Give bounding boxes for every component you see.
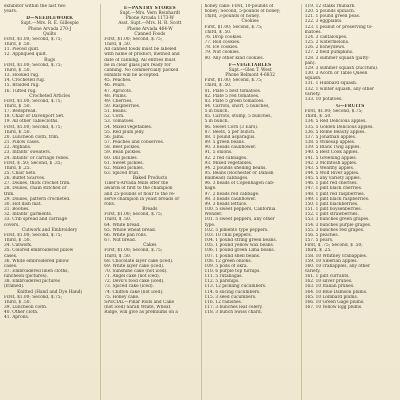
text-line: exhibits will be accepted.: [104, 73, 160, 79]
text-line: 108. 12 green onions.: [204, 258, 252, 264]
text-line: 154. 3 bunches purple grapes.: [304, 222, 372, 228]
text-line: 27. Doilies, thick crochet trim.: [4, 181, 71, 187]
text-line: First, $1.00; Second, $.75;: [104, 212, 163, 218]
text-line: variety.: [304, 91, 321, 97]
text-line: Third, $ .50.: [204, 29, 232, 35]
text-line: 146. 1 pint red cherries.: [304, 181, 358, 187]
text-line: Third, $ .50.: [4, 103, 31, 109]
section-heading: F—VEGETABLES: [228, 62, 272, 68]
text-line: First, $1.00; Second, $.75;: [4, 36, 62, 42]
text-line: 80. Any other kind cookies.: [204, 55, 264, 61]
text-line: 132. 1 winter squash, any other: [304, 86, 375, 92]
text-line: 11. Pieced quilt.: [4, 47, 40, 53]
text-line: bage.: [204, 186, 217, 192]
subheading: Baked Products: [132, 176, 168, 182]
text-line: 19. All other Tablecloths.: [4, 119, 59, 125]
text-line: 47. Apricots.: [104, 88, 133, 94]
text-line: 73. Spiced cake (iced).: [104, 284, 154, 290]
text-line: 138. 5 Winesap apples.: [304, 140, 356, 146]
text-line: 20. Luncheon cloth, trim.: [4, 134, 60, 140]
text-line: pan).: [304, 60, 316, 66]
text-line: 149. 1 pint black raspberries.: [304, 196, 370, 202]
text-line: 153. 3 bunches green grapes.: [304, 217, 370, 223]
text-line: 117. 3 bunches leaf celery.: [204, 305, 263, 311]
text-line: and 25-pounds of flour to the re-: [104, 191, 176, 197]
text-line: First, $1.00; Second, $.75;: [104, 248, 163, 254]
text-line: 71. Angel cake (not iced).: [104, 274, 161, 280]
column-needlework: [4, 4, 95, 400]
subheading: Phone Arvada 464-W: [127, 26, 173, 32]
text-line: 72. Devil's food cake (iced).: [104, 279, 165, 285]
text-line: 151. 1 pint boysenberries.: [304, 207, 362, 213]
text-line: Third, $ .50.: [104, 217, 132, 223]
text-line: cases.: [4, 253, 18, 259]
text-line: honey cake: First, 10-pounds of: [204, 4, 274, 9]
text-line: 48. Plums.: [104, 93, 128, 99]
text-line: 127. 2 field pumpkins.: [304, 50, 354, 56]
subheading: Quilts: [43, 31, 57, 37]
text-line: 76. Drop cookies.: [204, 34, 243, 40]
subheading: Knitted (Hand and Dye Hand): [17, 289, 83, 295]
text-line: 157. 5 pears.: [304, 238, 334, 244]
text-line: 40. Other cloth.: [4, 310, 39, 316]
text-line: 167. 10 Yellow Egg plums.: [304, 305, 363, 311]
text-line: be in clear glass jars ready for: [104, 62, 171, 68]
text-line: 129. 3 summer squash (zucchini).: [304, 65, 379, 71]
text-line: 100. 5 sweet peppers, California: [204, 207, 276, 213]
text-line: First, $1.00; Second, $.75;: [4, 98, 62, 104]
text-line: 56. Jams.: [104, 134, 125, 140]
text-line: (not iced) Sarah White, Wheat: [104, 305, 171, 311]
text-line: 96. 3 heads of Copenhagen cab-: [204, 181, 275, 187]
text-line: canning. No commercially packed: [104, 67, 179, 73]
subheading: Cakes: [143, 243, 157, 249]
text-line: 12. Appliqued quilt.: [4, 52, 48, 58]
text-line: 99. 3 heads lettuce.: [204, 201, 248, 207]
text-line: 88. 1 pound asparagus.: [204, 134, 256, 140]
text-line: 22. Afghans.: [4, 145, 32, 151]
text-line: 62. Mixed pickles.: [104, 165, 144, 171]
text-line: 140. 5 Best Cook apples.: [304, 150, 359, 156]
text-line: 126. 2 honeydews.: [304, 45, 346, 51]
text-line: 152. 1 pint strawberries.: [304, 212, 359, 218]
text-line: 160. 10 crabapples, any other: [304, 263, 371, 269]
text-line: 25. Chair Sets.: [4, 171, 37, 176]
text-line: 158. 10 Whitney crabapples.: [304, 253, 368, 259]
text-line: 51. Beans.: [104, 109, 128, 115]
text-line: 103. 10 chili peppers.: [204, 232, 252, 238]
text-line: 23. Infants' sweaters.: [4, 150, 51, 156]
section-heading: G—FRUITS: [336, 103, 365, 109]
text-line: First, $1.00; Second, $.75;: [104, 36, 163, 42]
text-line: 125. 2 watermelons.: [304, 40, 350, 46]
text-line: 65. Whole wheat bread.: [104, 227, 157, 233]
text-line: 142. 3 McIntosh apples.: [304, 160, 358, 166]
text-line: 57. Peaches and conserves.: [104, 140, 165, 146]
subheading: Cookies: [241, 19, 259, 25]
text-line: 122. 3 eggplants.: [304, 19, 343, 25]
text-line: 124. 3 cantaloupes.: [304, 34, 348, 40]
text-line: First, $1.00; Second, $.75;: [4, 294, 62, 300]
text-line: 24. Infants' or carriage robes.: [4, 155, 70, 161]
text-line: 26. Buffet Scarves.: [4, 176, 46, 182]
text-line: Third, $ .50.: [204, 83, 232, 89]
subheading: Asst. Supt.—Mrs. H. R. Scott: [118, 21, 182, 27]
text-line: 134. 5 Red Delicious apples.: [304, 119, 367, 125]
text-line: First, $ .50; Second, $ .35;: [4, 160, 62, 166]
text-line: 121. 1 pound green peas.: [304, 14, 361, 20]
column-pantry-stores: [100, 4, 195, 400]
text-line: 15. Braided rug.: [4, 83, 40, 89]
text-line: 74. Chiffon cake (not iced).: [104, 289, 164, 295]
text-line: 105. 1 pound yellow wax beans.: [204, 243, 275, 249]
subheading: Supt.—Glen T. West: [228, 67, 272, 73]
text-line: 66. White pan rolls.: [104, 232, 148, 238]
text-line: 163. 10 Italian prunes.: [304, 284, 355, 290]
text-line: years.: [4, 9, 18, 15]
text-line: 68. Chocolate layer cake (iced).: [104, 258, 174, 264]
text-line: 112. 5 parsnips.: [204, 279, 240, 285]
text-line: variety.: [304, 268, 321, 274]
text-line: Third, $ .50.: [4, 129, 31, 135]
text-line: 41. Aprons.: [4, 315, 30, 321]
text-line: 18. Chair or Davenport Set.: [4, 114, 65, 120]
text-line: 148. 1 pint red raspberries.: [304, 191, 365, 197]
subheading: Crocheted Articles: [29, 93, 71, 99]
subheading: Canned Foods: [134, 31, 166, 37]
text-line: matoes.: [304, 29, 322, 35]
text-line: 90. 3 heads cauliflower.: [204, 145, 257, 151]
text-line: 130. 3 Acorn or Table Queen: [304, 71, 368, 77]
text-line: cases.: [4, 263, 18, 269]
text-line: luncheon (pictures).: [4, 274, 48, 280]
text-line: 145. 5 any variety apples.: [304, 176, 361, 182]
text-line: 21. Pillow cases.: [4, 140, 41, 146]
text-line: 139. 5 Black Twig apples.: [304, 145, 361, 151]
text-line: 35. Colored embroidered pillow: [4, 248, 74, 254]
subheading: Phone Arvada 1173-W: [125, 16, 175, 22]
text-line: 86. Sweet Corn (3 Ears).: [204, 124, 259, 130]
text-line: 141. 5 Greening apples.: [304, 155, 357, 161]
text-line: 164. 10 Blue Damson plums.: [304, 289, 368, 295]
text-line: Third, 3-pounds of honey.: [204, 14, 260, 20]
text-line: Third, $ .50.: [4, 299, 31, 305]
text-line: 156. 5 peaches.: [304, 232, 339, 238]
text-line: 70. Sunshine cake (not iced).: [104, 268, 168, 274]
text-line: 63. Spiced fruit.: [104, 171, 140, 176]
text-line: 136. 5 Rome Beauty apples.: [304, 129, 366, 135]
text-line: covers.: [4, 222, 20, 228]
text-line: SPECIAL—Pillar Rolls and Cake: [104, 299, 175, 305]
text-line: First, $1.00; Second, $.75;: [204, 78, 263, 84]
text-line: Third, $ .50.: [104, 42, 132, 48]
text-line: 60. Dill pickles.: [104, 155, 139, 161]
text-line: First, $1.00; Second, $.75;: [4, 124, 62, 130]
text-line: 104. 1 pound string green beans.: [204, 238, 277, 244]
text-line: 155. 3 bunches red grapes.: [304, 227, 365, 233]
text-line: 111. 5 rutabagas.: [204, 274, 243, 280]
text-line: 94. 2 pounds shelling beans.: [204, 165, 267, 171]
text-line: 37. Embroidered linen cloths,: [4, 268, 69, 274]
text-line: 14. Crocheted rug.: [4, 78, 46, 84]
text-line: 83. Plate 5 green tomatoes.: [204, 98, 265, 104]
column-vegetables: [201, 4, 296, 400]
text-line: 5 in bunch.: [204, 109, 229, 115]
text-line: 128. 3 summer squash (patty-: [304, 55, 370, 61]
text-line: 17. Bedspread.: [4, 109, 37, 115]
text-line: Tiller's-Arvada Mills offer the: [104, 181, 169, 187]
text-line: 58. Beet pickles.: [104, 145, 141, 151]
text-line: 28. Doilies, chain stitched or: [4, 186, 67, 192]
text-line: 162. 10 silver prunes.: [304, 279, 353, 285]
text-line: 36. White embroidered pillow: [4, 258, 69, 264]
section-heading: D—NEEDLEWORK: [26, 16, 74, 22]
text-line: rolls.: [104, 201, 116, 207]
text-line: 81. Plate 5 best tomatoes.: [204, 88, 262, 94]
text-line: 16. Tufted rug.: [4, 88, 37, 94]
text-line: 93. Mixed vegetables.: [204, 160, 253, 166]
text-line: 166. 10 Green Gage plums.: [304, 299, 365, 305]
text-line: Wonder.: [204, 212, 223, 218]
text-line: 54. Mixed vegetables.: [104, 124, 153, 130]
text-line: 55. Red plum jelly.: [104, 129, 145, 135]
text-line: date of canning. All entries must: [104, 57, 176, 63]
text-line: 123. 1 peanut or preserving to-: [304, 24, 373, 30]
text-line: 33. Crib spread and carriage: [4, 217, 68, 223]
text-line: 87. Beets, 5 per bunch.: [204, 129, 256, 135]
text-line: 59. Bean pickles.: [104, 150, 142, 156]
text-line: 131. 1 Hubbard squash.: [304, 81, 358, 87]
text-line: squash.: [304, 76, 322, 82]
text-line: with name of product, method and: [104, 52, 180, 58]
text-line: 116. 12 radishes.: [204, 299, 243, 305]
text-line: Ridge, will give as premiums on a: [104, 310, 178, 316]
column-container: [4, 4, 396, 400]
text-line: type.: [204, 222, 216, 228]
text-line: 30. Hot dish mat.: [4, 201, 42, 207]
text-line: 147. 1 pint black cherries.: [304, 186, 363, 192]
text-line: 53. Tomatoes.: [104, 119, 135, 125]
text-line: 92. 2 red cabbages.: [204, 155, 248, 161]
text-line: 95. Beans (Rochester or Danish: [204, 171, 274, 176]
text-line: exhibitor within the last two: [4, 4, 66, 9]
text-line: 45. Peaches.: [104, 78, 132, 84]
text-line: 78. Ice cookies.: [204, 45, 239, 51]
text-line: First, $1.00; Second, $.75;: [4, 232, 62, 238]
text-line: 75. Honey cake.: [104, 294, 140, 300]
text-line: 82. Plate 5 red tomatoes.: [204, 93, 260, 99]
text-line: 137. 5 Jonathan apples.: [304, 134, 357, 140]
text-line: 150. 1 pint blackberries.: [304, 201, 359, 207]
text-line: 64. White bread.: [104, 222, 141, 228]
text-line: 69. White layer cake (iced).: [104, 263, 165, 269]
text-line: 97. 2 heads red cabbage.: [204, 191, 260, 197]
text-line: honey; Second, 5-pounds of honey;: [204, 9, 281, 15]
subheading: Phone Belmont 4-6832: [225, 73, 275, 79]
text-line: awards of first to the champion: [104, 186, 173, 192]
text-line: 144. 5 Wolf River apples.: [304, 171, 360, 176]
text-line: 67. Nut bread.: [104, 238, 137, 244]
text-line: First, $1.00; Second, $.75;: [4, 62, 62, 68]
text-line: 109. 5 pods of okra.: [204, 263, 248, 269]
text-line: 38. Embroidered pictures: [4, 279, 61, 285]
text-line: 46. Pears.: [104, 83, 126, 89]
text-line: 85. Carrots, stump, 5 bunches,: [204, 114, 272, 120]
text-line: 77. Roll cookies.: [204, 40, 241, 46]
text-line: 89. 5 green beans.: [204, 140, 246, 146]
text-line: First, $1.00; Second, $.75;: [304, 109, 363, 115]
text-line: 52. Corn.: [104, 114, 125, 120]
subheading: Breads: [142, 207, 158, 213]
text-line: 114. 6 slicing cucumbers.: [204, 289, 261, 295]
section-heading: E—PANTRY STORES: [123, 6, 176, 11]
text-line: Third, $ .50.: [104, 253, 132, 259]
text-line: 49. Cherries.: [104, 98, 133, 104]
text-line: 107. 1 pound shell beans.: [204, 253, 261, 259]
text-line: 91. 5 onions.: [204, 150, 233, 156]
text-line: 119. 12 stalks rhubarb.: [304, 4, 356, 9]
text-line: First, $ .75; Second, $ .50;: [304, 243, 363, 249]
column-fruits: [301, 4, 396, 400]
text-line: 120. 5 pounds spinach.: [304, 9, 356, 15]
text-line: 113. 12 pickling cucumbers.: [204, 284, 267, 290]
text-line: 165. 10 Lombard plums.: [304, 294, 359, 300]
text-line: 98. 3 heads cauliflower.: [204, 196, 257, 202]
text-line: (framed).: [4, 284, 25, 290]
subheading: Rugs: [44, 57, 56, 63]
text-line: 32. Infants' garments.: [4, 212, 53, 218]
text-line: Third, $ .50.: [4, 42, 31, 48]
text-line: 79. Nut cookies.: [204, 50, 240, 56]
text-line: 101. 5 sweet peppers, any other: [204, 217, 275, 223]
text-line: All canned foods must be labeled: [104, 47, 177, 53]
text-line: Third, $ .25.: [304, 248, 332, 254]
text-line: Third, $ .25.: [4, 165, 31, 171]
text-line: 106. 1 pound green Lima beans.: [204, 248, 275, 254]
text-line: 133. 10 potatoes.: [304, 96, 343, 102]
text-line: 31. Booties.: [4, 207, 30, 213]
text-line: 84. Carrots, short, 5 bunches,: [204, 103, 270, 109]
text-line: 110. 6 purple top turnips.: [204, 268, 261, 274]
text-line: First, $1.00; Second, $.75;: [204, 24, 263, 30]
text-line: 39. Luncheon cloth.: [4, 305, 48, 311]
text-line: 13. Hooked rug.: [4, 73, 40, 79]
text-line: 159. 10 Siberian apples.: [304, 258, 358, 264]
text-line: 143. 5 Wealthy apples.: [304, 165, 355, 171]
text-line: serve champion in yeast breads or: [104, 196, 180, 202]
text-line: 61. Sweet pickles.: [104, 160, 144, 166]
text-line: Third, $ .50.: [4, 67, 31, 73]
text-line: 115. 3 seed cucumbers.: [204, 294, 257, 300]
text-line: 29. Doilies, pattern crocheted.: [4, 196, 71, 202]
text-line: 118. 3 bunch Swiss chard.: [204, 310, 263, 316]
text-line: 102. 5 pimento type peppers.: [204, 227, 269, 233]
text-line: Ballhead) cabbages.: [204, 176, 249, 182]
text-line: trim.: [4, 191, 15, 197]
subheading: Supt.—Mrs. Vern Reinhardt: [119, 11, 181, 17]
text-line: Third, $ .50.: [304, 114, 332, 120]
subheading: Cutwork and Embroidery: [21, 227, 78, 233]
text-line: 34. Cutwork.: [4, 243, 33, 249]
text-line: 50. Raspberries.: [104, 103, 141, 109]
subheading: Phone Arvada 270-J: [28, 26, 72, 32]
subheading: Supt.—Mrs. R. E. Gillespie: [20, 21, 79, 27]
text-line: Third, $ .50.: [4, 238, 31, 244]
text-line: 161. 1 pint currants.: [304, 274, 350, 280]
text-line: 5 in bunch.: [204, 119, 229, 125]
text-line: 135. 5 Golden Delicious apples.: [304, 124, 374, 130]
